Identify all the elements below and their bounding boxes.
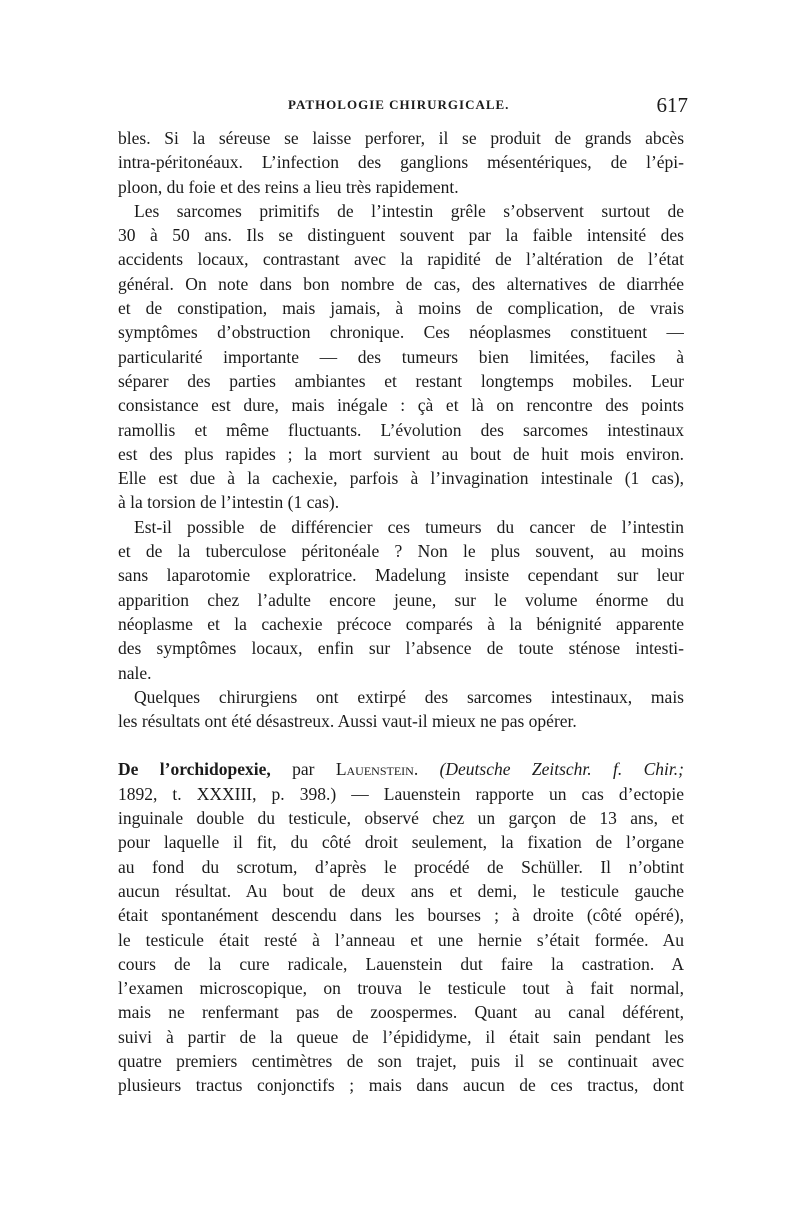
article-author: Lauenstein. [335,759,419,780]
text-line: plusieurs tractus conjonctifs ; mais dans aucun de ces tractus, dont [118,1075,684,1096]
article-by: par [270,759,336,780]
text-line: particularité importante — des tumeurs bien limitées, faciles à [118,346,684,367]
text-line: 30 à 50 ans. Ils se distinguent souvent par la faible intensité des [118,225,684,246]
body-text [118,126,684,1098]
text-line: Les sarcomes primitifs de l’intestin grêle s’observent surtout de [134,200,684,221]
text-line: au fond du scrotum, d’après le procédé de Schüller. Il n’obtint [118,856,684,877]
text-line: cours de la cure radicale, Lauenstein dut faire la castration. A [118,953,684,974]
text-line: bles. Si la séreuse se laisse perforer, il se produit de grands abcès [118,128,684,148]
text-line: apparition chez l’adulte encore jeune, sur le volume énorme du [118,589,684,610]
text-line: Quelques chirurgiens ont extirpé des sarcomes intestinaux, mais [134,686,684,707]
text-line: suivi à partir de la queue de l’épididyme, il était sain pendant les [118,1026,684,1047]
text-line: est des plus rapides ; la mort survient au bout de huit mois environ. [118,443,684,464]
text-line: et de constipation, mais jamais, à moins de complication, de vrais [118,298,684,319]
text-line: aucun résultat. Au bout de deux ans et demi, le testicule gauche [118,880,684,901]
text-line: inguinale double du testicule, observé chez un garçon de 13 ans, et [118,808,684,829]
text-line: général. On note dans bon nombre de cas, des alternatives de diarrhée [118,273,684,294]
text-line: et de la tuberculose péritonéale ? Non le plus souvent, au moins [118,541,684,562]
text-line: Est-il possible de différencier ces tumeurs du cancer de l’intestin [134,516,684,537]
text-line: quatre premiers centimètres de son trajet, puis il se continuait avec [118,1050,684,1071]
text-line: à la torsion de l’intestin (1 cas). [118,492,340,513]
text-line: les résultats ont été désastreux. Aussi vaut-il mieux ne pas opérer. [118,711,577,732]
text-line: pour laquelle il fit, du côté droit seulement, la fixation de l’organe [118,832,684,853]
text-line: des symptômes locaux, enfin sur l’absence de toute sténose intesti- [118,638,684,659]
text-line: néoplasme et la cachexie précoce comparés à la bénignité apparente [118,613,684,634]
text-line: intra-péritonéaux. L’infection des ganglions mésentériques, de l’épi- [118,152,684,173]
text-line: consistance est dure, mais inégale : çà et là on rencontre des points [118,395,684,416]
text-line: 1892, t. XXXIII, p. 398.) — Lauenstein rapporte un cas d’ectopie [118,783,684,804]
article-title: De l’orchidopexie, [118,759,271,780]
text-line: sans laparotomie exploratrice. Madelung insiste cependant sur leur [118,565,684,586]
page-number: 617 [656,93,688,117]
text-line: mais ne renfermant pas de zoospermes. Quant au canal déférent, [118,1002,684,1023]
page-header [118,95,688,121]
text-line: Elle est due à la cachexie, parfois à l’invagination intestinale (1 cas), [118,468,684,489]
text-line: symptômes d’obstruction chronique. Ces néoplasmes constituent — [118,322,684,343]
running-title: PATHOLOGIE CHIRURGICALE. [288,97,510,112]
text-line: l’examen microscopique, on trouva le testicule tout à fait normal, [118,978,684,999]
text-line: nale. [118,662,152,683]
text-line: était spontanément descendu dans les bourses ; à droite (côté opéré), [118,905,684,926]
text-line: le testicule était resté à l’anneau et une hernie s’était formée. Au [118,929,684,950]
text-line: séparer des parties ambiantes et restant longtemps mobiles. Leur [118,370,684,391]
text-line: accidents locaux, contrastant avec la rapidité de l’altération de l’état [118,249,684,270]
article-citation: (Deutsche Zeitschr. f. Chir.; [418,759,684,780]
text-line: ramollis et même fluctuants. L’évolution des sarcomes intestinaux [118,419,684,440]
section-separator [118,733,684,757]
text-line: ploon, du foie et des reins a lieu très rapidement. [118,176,459,197]
article-heading-line [118,757,684,781]
